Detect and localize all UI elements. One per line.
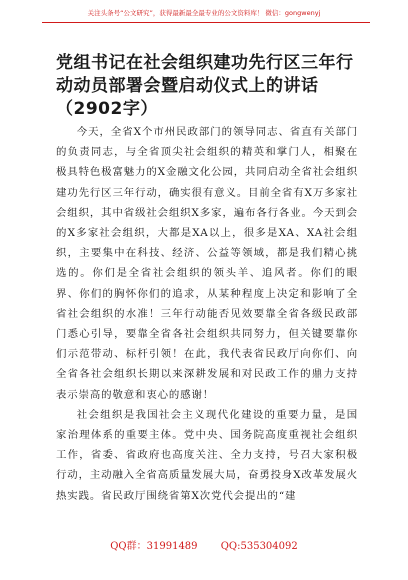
page-footer <box>0 537 408 552</box>
footer-qq-group: QQ群：31991489 <box>110 541 198 552</box>
header-banner: 关注头条号“公文研究”，获得最新最全最专业的公文资料库！ 微信：gongwenyj <box>87 9 321 17</box>
footer-qq: QQ:535304092 <box>220 541 298 552</box>
document-body <box>56 122 358 506</box>
header-divider <box>42 22 370 23</box>
body-paragraph-1: 今天，全省X个市州民政部门的领导同志、省直有关部门的负责同志，与全省顶尖社会组织的精英和掌门人，相聚在极具特色极富魅力的X金融文化公园，共同启动全省社会组织建功先行区三年行动，确实很有意义。目前全省有X万多家社会组织，其中省级社会组织X多家，遍布各行各业。今天到会的X多家社会组织，大都是XA以上，很多是XA、XA社会组织，主要集中在科技、经济、公益等领域，都是我们精心挑选的。你们是全省社会组织的领头羊、追风者。你们的眼界、你们的胸怀你们的追求，从某种程度上决定和影响了全省社会组织的水准！三年行动能否见效要靠全省各级民政部门悉心引导，要靠全省各社会组织共同努力，但关键要靠你们示范带动、标杆引领！在此，我代表省民政厅向你们、向全省各社会组织长期以来深耕发展和对民政工作的鼎力支持表示崇高的敬意和衷心的感谢！ <box>56 126 358 401</box>
document-title: 党组书记在社会组织建功先行区三年行动动员部署会暨启动仪式上的讲话（2902字） <box>56 53 354 119</box>
body-paragraph-2: 社会组织是我国社会主义现代化建设的重要力量，是国家治理体系的重要主体。党中央、国务院高度重视社会组织工作，省委、省政府也高度关注、全力支持，号召大家积极行动，主动融入全省高质量发展大局，奋勇投身X改革发展火热实践。省民政厅围绕省第X次党代会提出的“建 <box>56 408 358 502</box>
